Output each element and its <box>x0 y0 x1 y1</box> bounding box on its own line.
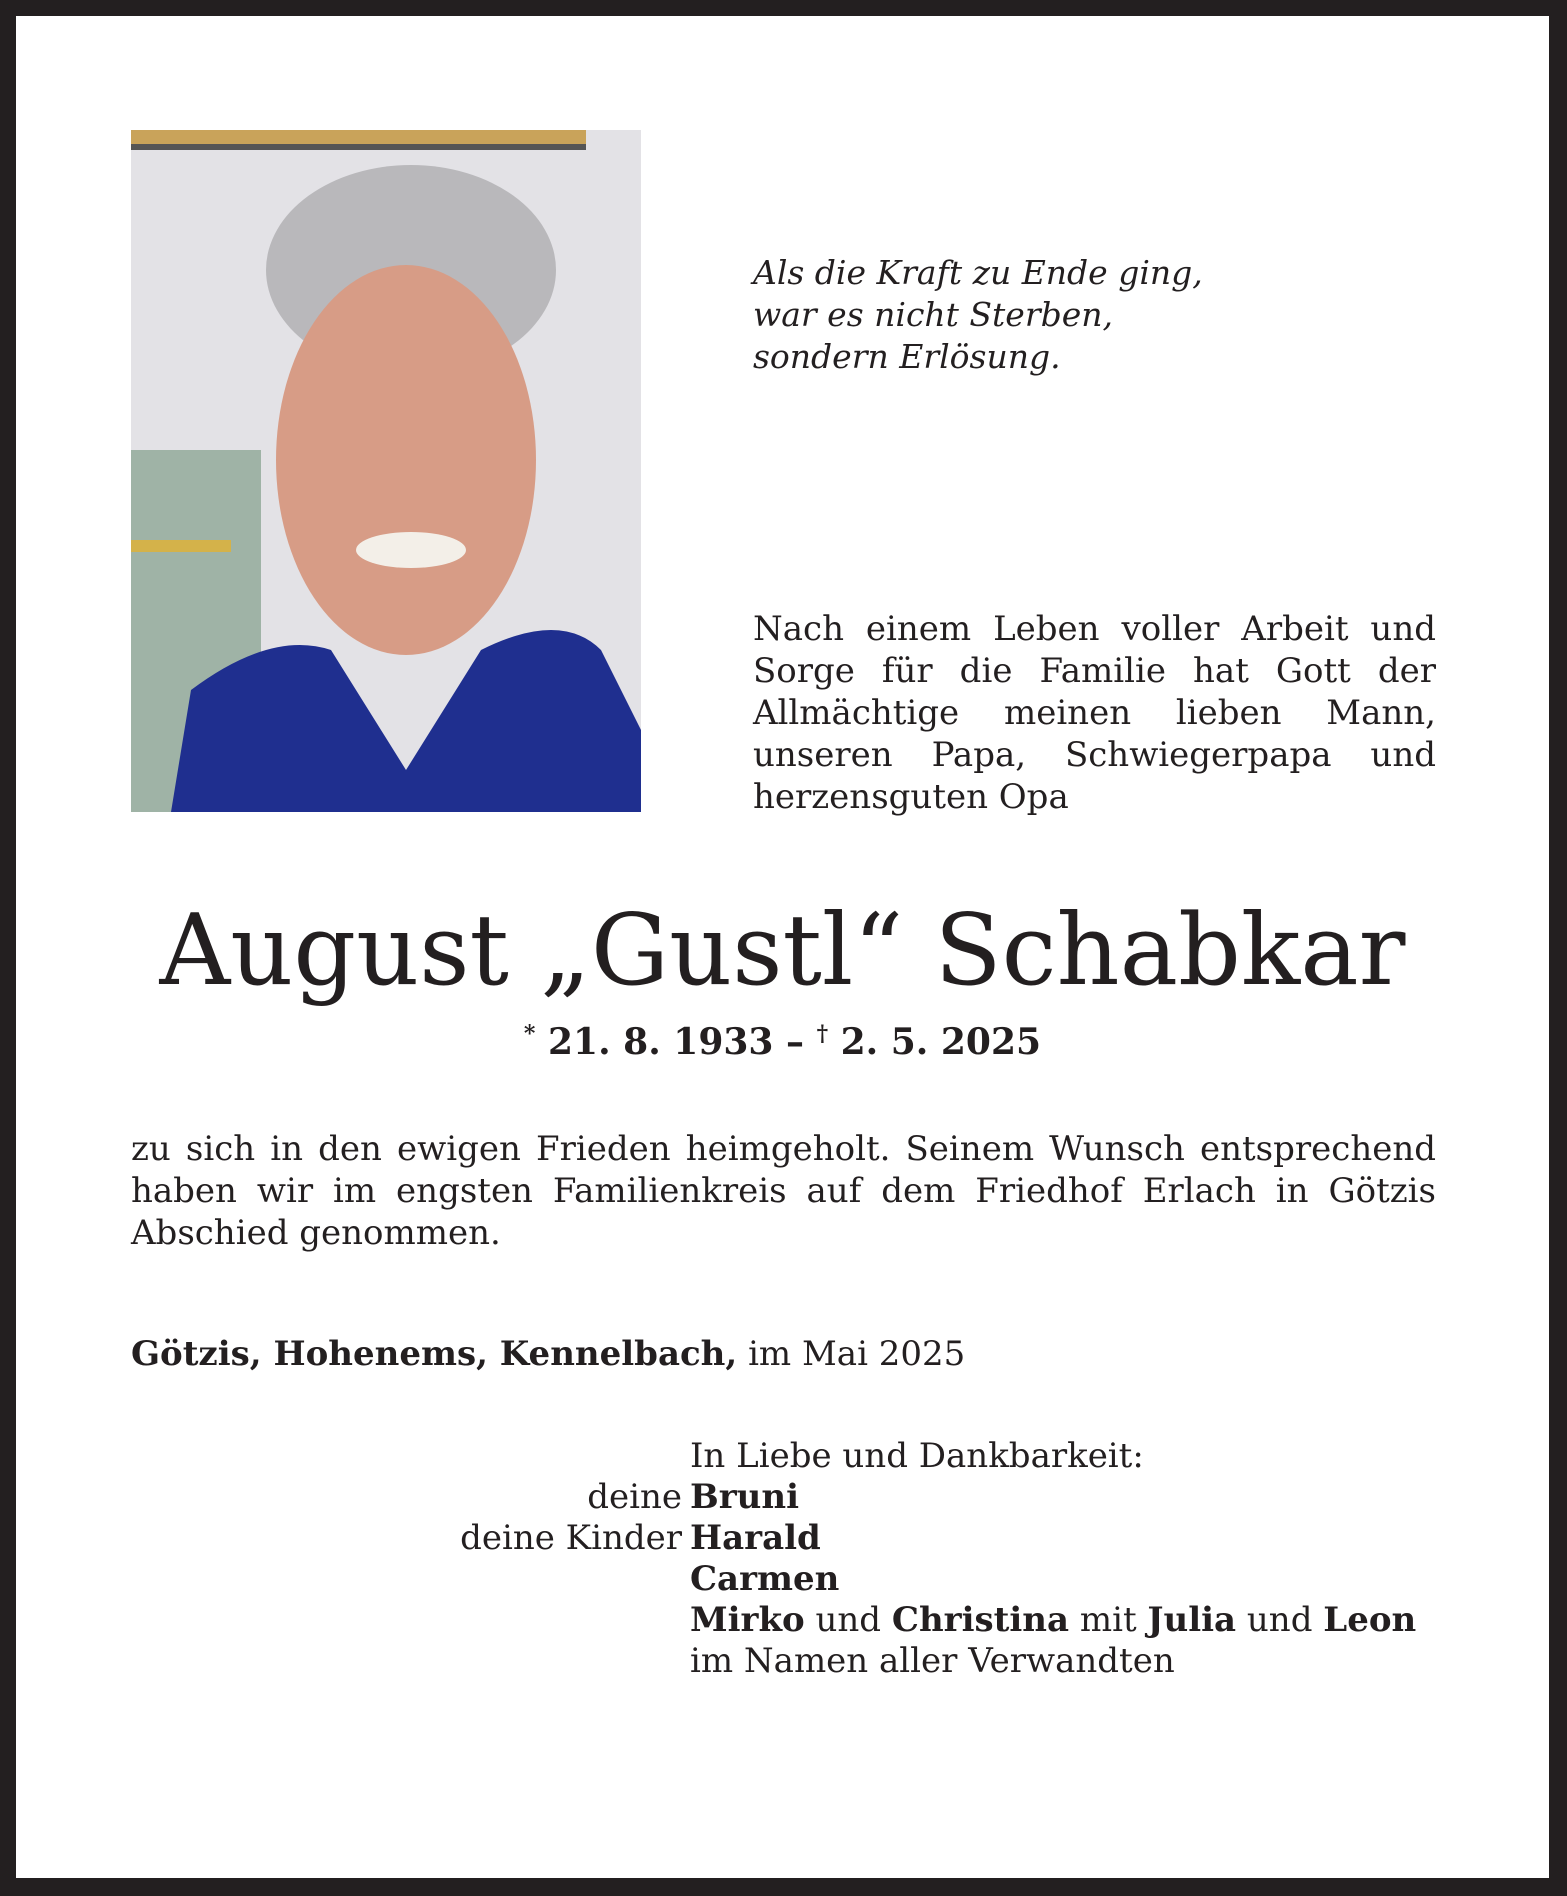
label-wife: deine <box>587 1477 682 1517</box>
grandchild-name: Leon <box>1323 1600 1417 1640</box>
obituary-page <box>16 16 1549 1878</box>
quote-line: war es nicht Sterben, <box>753 295 1114 334</box>
conjunction: mit <box>1079 1600 1137 1640</box>
signature-names <box>690 1436 1416 1682</box>
towns: Götzis, Hohenems, Kennelbach, <box>131 1334 738 1374</box>
quote-line: Als die Kraft zu Ende ging, <box>753 253 1203 292</box>
grandchild-name: Julia <box>1147 1600 1237 1640</box>
conjunction: und <box>815 1600 882 1640</box>
closing-line: im Namen aller Verwandten <box>690 1641 1175 1681</box>
child-name: Mirko <box>690 1600 805 1640</box>
quote-line: sondern Erlösung. <box>753 337 1061 376</box>
deceased-name: August „Gustl“ Schabkar <box>159 894 1406 1008</box>
spouse-name: Christina <box>891 1600 1070 1640</box>
life-dates <box>16 1021 1549 1063</box>
birth-symbol: * <box>523 1021 536 1047</box>
month-date: im Mai 2025 <box>748 1334 966 1374</box>
conjunction: und <box>1246 1600 1313 1640</box>
label-children: deine Kinder <box>460 1518 682 1558</box>
body-text: zu sich in den ewigen Frieden heimgeholt. Seinem Wunsch entsprechend haben wir im engsten Familienkreis auf dem Friedhof Erlach in Götzis Abschied genommen. <box>131 1129 1436 1253</box>
intro-text: Nach einem Leben voller Arbeit und Sorge für die Familie hat Gott der Allmächtige meinen lieben Mann, unseren Papa, Schwiegerpapa und herzensguten Opa <box>753 609 1436 817</box>
wife-name: Bruni <box>690 1477 800 1517</box>
child-name: Carmen <box>690 1559 840 1599</box>
birth-date: 21. 8. 1933 <box>547 1021 774 1063</box>
death-date: 2. 5. 2025 <box>840 1021 1042 1063</box>
date-separator: – <box>786 1021 805 1063</box>
quote <box>753 252 1203 378</box>
place-date <box>131 1334 965 1374</box>
child-name: Harald <box>690 1518 821 1558</box>
signature-heading: In Liebe und Dankbarkeit: <box>690 1436 1144 1476</box>
portrait-photo <box>131 130 641 812</box>
death-symbol: † <box>816 1021 829 1047</box>
